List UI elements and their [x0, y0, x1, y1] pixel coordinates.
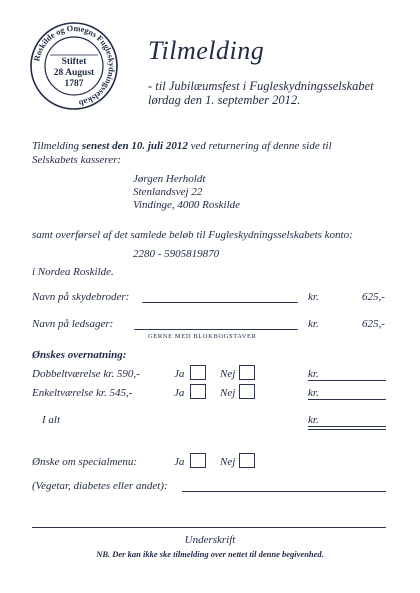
- total-double-underline: [308, 429, 386, 430]
- single-no-label: Nej: [220, 387, 236, 399]
- event-subtitle: [148, 79, 374, 107]
- treasurer-city: Vindinge, 4000 Roskilde: [133, 199, 241, 211]
- seal-line1: Stiftet: [61, 57, 87, 67]
- special-yes-checkbox[interactable]: [190, 453, 206, 468]
- lodging-heading: Ønskes overnatning:: [32, 349, 127, 361]
- special-detail-field[interactable]: [182, 491, 386, 492]
- double-yes-checkbox[interactable]: [190, 365, 206, 380]
- subtitle-line1: - til Jubilæumsfest i Fugleskydningsselskabet: [148, 79, 374, 93]
- bank-name: i Nordea Roskilde.: [32, 266, 114, 278]
- signature-field[interactable]: [32, 527, 386, 528]
- double-no-checkbox[interactable]: [239, 365, 255, 380]
- signature-label: Underskrift: [184, 534, 236, 546]
- single-no-checkbox[interactable]: [239, 384, 255, 399]
- shooter-kr: kr.: [308, 291, 319, 303]
- special-detail-label: (Vegetar, diabetes eller andet):: [32, 480, 168, 492]
- companion-kr: kr.: [308, 318, 319, 330]
- intro-line2: Selskabets kasserer:: [32, 154, 122, 166]
- shooter-label: Navn på skydebroder:: [32, 291, 130, 303]
- special-menu-label: Ønske om specialmenu:: [32, 456, 138, 468]
- total-kr: kr.: [308, 414, 319, 426]
- special-no-label: Nej: [220, 456, 236, 468]
- subtitle-line2: lørdag den 1. september 2012.: [148, 93, 301, 107]
- companion-label: Navn på ledsager:: [32, 318, 114, 330]
- footer-note: NB. Der kan ikke ske tilmelding over nettet til denne begivenhed.: [96, 549, 324, 559]
- companion-name-field[interactable]: [134, 329, 298, 330]
- double-amount-field[interactable]: [308, 380, 386, 381]
- intro-part2: ved returnering af denne side til: [187, 140, 332, 152]
- shooter-name-field[interactable]: [142, 302, 298, 303]
- seal-ring-text: Roskilde og Omegns Fugleskydningsselskab: [32, 23, 117, 108]
- seal-line3: 1787: [64, 79, 84, 89]
- account-number: 2280 - 5905819870: [133, 248, 220, 260]
- double-no-label: Nej: [220, 368, 236, 380]
- double-kr: kr.: [308, 368, 319, 380]
- single-amount-field[interactable]: [308, 399, 386, 400]
- shooter-price: 625,-: [362, 291, 385, 303]
- intro-part1: Tilmelding: [32, 140, 82, 152]
- double-room-label: Dobbeltværelse kr. 590,-: [32, 368, 140, 380]
- intro-deadline: senest den 10. juli 2012: [81, 140, 188, 152]
- intro-line1: [32, 140, 332, 152]
- special-yes-label: Ja: [174, 456, 185, 468]
- treasurer-street: Stenlandsvej 22: [133, 186, 203, 198]
- transfer-text: samt overførsel af det samlede beløb til Fugleskydningsselskabets konto:: [32, 229, 353, 241]
- page-title: Tilmelding: [148, 36, 265, 65]
- total-amount-field[interactable]: [308, 426, 386, 427]
- society-seal: [30, 22, 118, 110]
- treasurer-name: Jørgen Herholdt: [133, 173, 206, 185]
- seal-line2: 28 August: [53, 68, 95, 78]
- block-letters-hint: GERNE MED BLOKBOGSTAVER: [148, 333, 257, 340]
- single-yes-label: Ja: [174, 387, 185, 399]
- total-label: I alt: [42, 414, 61, 426]
- single-kr: kr.: [308, 387, 319, 399]
- single-room-label: Enkeltværelse kr. 545,-: [32, 387, 133, 399]
- single-yes-checkbox[interactable]: [190, 384, 206, 399]
- double-yes-label: Ja: [174, 368, 185, 380]
- companion-price: 625,-: [362, 318, 385, 330]
- special-no-checkbox[interactable]: [239, 453, 255, 468]
